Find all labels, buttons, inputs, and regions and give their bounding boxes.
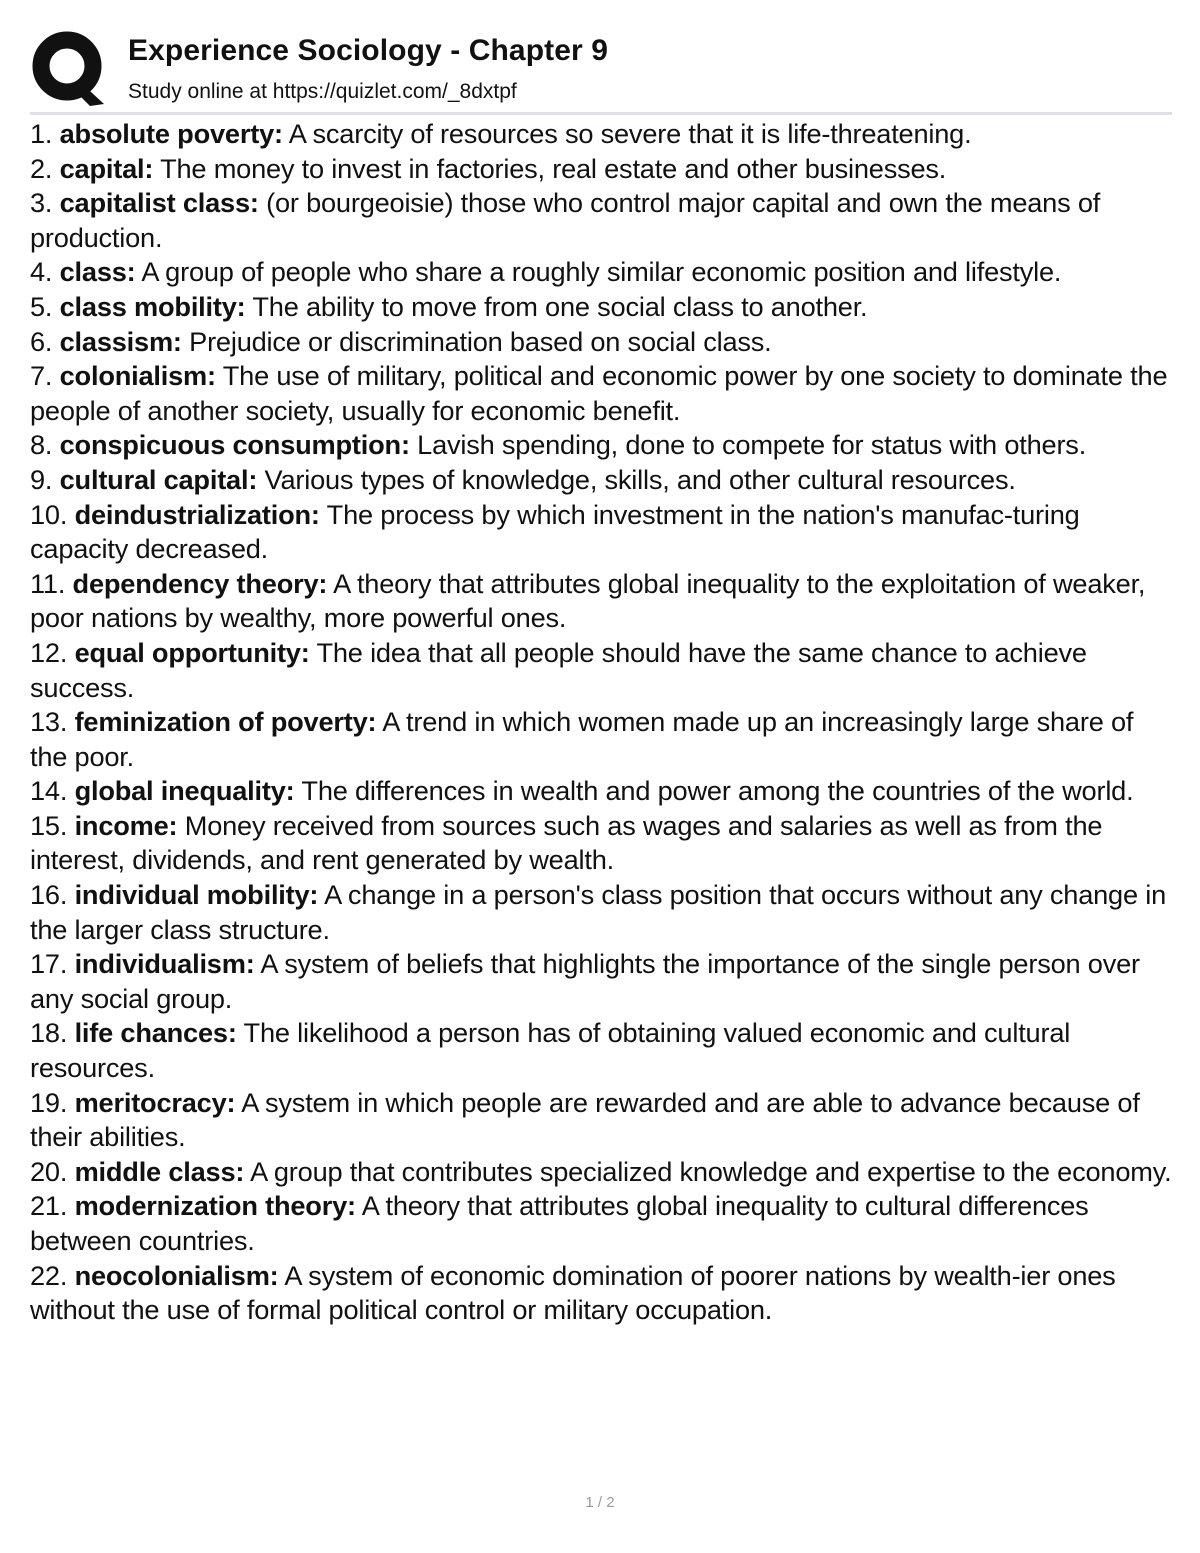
term-definition: A system in which people are rewarded and are able to advance because of their abilities.	[30, 1086, 1140, 1153]
term-label: deindustrialization:	[74, 498, 320, 530]
term-entry	[30, 1086, 1175, 1155]
term-entry	[30, 117, 1175, 152]
term-entry	[30, 1155, 1175, 1190]
term-entry	[30, 290, 1175, 325]
term-definition: Prejudice or discrimination based on social class.	[189, 325, 772, 357]
term-definition: A theory that attributes global inequality to the exploitation of weaker, poor nations by wealthy, more powerful ones.	[30, 567, 1146, 634]
term-number: 7.	[30, 360, 53, 392]
term-entry	[30, 325, 1175, 360]
term-entry	[30, 1189, 1175, 1258]
term-number: 13.	[30, 706, 68, 738]
term-number: 4.	[30, 256, 53, 288]
term-entry	[30, 774, 1175, 809]
term-definition: The money to invest in factories, real estate and other businesses.	[160, 152, 947, 184]
term-label: dependency theory:	[72, 567, 328, 599]
quizlet-q-logo-icon	[30, 28, 110, 108]
term-definition: A group that contributes specialized knowledge and expertise to the economy.	[250, 1155, 1172, 1187]
term-definition: A trend in which women made up an increasingly large share of the poor.	[30, 706, 1134, 772]
term-definition: A scarcity of resources so severe that it is life-threatening.	[288, 118, 972, 149]
term-entry	[30, 498, 1175, 567]
term-number: 17.	[30, 948, 68, 980]
page-header	[30, 28, 1172, 110]
term-label: life chances:	[74, 1017, 237, 1049]
term-entry	[30, 809, 1175, 878]
term-definition: The differences in wealth and power among the countries of the world.	[301, 775, 1134, 807]
term-number: 19.	[30, 1086, 68, 1118]
term-label: individual mobility:	[74, 879, 319, 911]
term-entry	[30, 359, 1175, 428]
term-number: 12.	[30, 636, 68, 668]
term-entry	[30, 567, 1175, 636]
term-definition: The process by which investment in the nation's manufac-turing capacity decreased.	[30, 498, 1080, 565]
term-number: 2.	[30, 152, 53, 184]
term-definition: The likelihood a person has of obtaining valued economic and cultural resources.	[30, 1017, 1071, 1084]
term-number: 16.	[30, 879, 68, 911]
term-number: 8.	[30, 429, 53, 461]
term-label: feminization of poverty:	[74, 706, 377, 738]
term-label: modernization theory:	[74, 1190, 356, 1222]
term-label: conspicuous consumption:	[59, 429, 410, 461]
term-definition: The use of military, political and economic power by one society to dominate the people of another society, usually for economic benefit.	[30, 360, 1168, 426]
term-label: global inequality:	[74, 775, 295, 807]
term-entry	[30, 636, 1175, 705]
term-entry	[30, 705, 1175, 774]
term-number: 1.	[30, 118, 53, 149]
term-number: 20.	[30, 1155, 68, 1187]
term-number: 5.	[30, 290, 53, 322]
term-label: capitalist class:	[59, 187, 259, 219]
term-label: cultural capital:	[59, 463, 258, 495]
term-definition: A system of beliefs that highlights the importance of the single person over any social group.	[30, 948, 1140, 1014]
term-entry	[30, 947, 1175, 1016]
term-number: 9.	[30, 463, 53, 495]
term-number: 15.	[30, 809, 68, 841]
term-number: 22.	[30, 1259, 68, 1291]
term-label: capital:	[59, 152, 154, 184]
term-definition: (or bourgeoisie) those who control major capital and own the means of production.	[30, 187, 1101, 253]
term-definition: A group of people who share a roughly similar economic position and lifestyle.	[141, 256, 1062, 288]
term-definition: Various types of knowledge, skills, and other cultural resources.	[264, 463, 1016, 495]
term-label: absolute poverty:	[59, 118, 283, 149]
term-entry	[30, 1016, 1175, 1085]
term-entry	[30, 463, 1175, 498]
term-label: income:	[74, 809, 178, 841]
term-label: class mobility:	[59, 290, 246, 322]
term-entry	[30, 428, 1175, 463]
term-number: 6.	[30, 325, 53, 357]
term-number: 21.	[30, 1190, 68, 1222]
term-label: colonialism:	[59, 360, 216, 392]
term-definition: The ability to move from one social class to another.	[252, 290, 868, 322]
term-definition: The idea that all people should have the same chance to achieve success.	[30, 636, 1087, 703]
term-entry	[30, 255, 1175, 290]
term-label: neocolonialism:	[74, 1259, 279, 1291]
term-definition: Lavish spending, done to compete for status with others.	[417, 429, 1087, 461]
page-title: Experience Sociology - Chapter 9	[128, 34, 609, 67]
term-label: equal opportunity:	[74, 636, 310, 668]
term-definition: A change in a person's class position that occurs without any change in the larger class structure.	[30, 879, 1167, 945]
study-online-link[interactable]: Study online at https://quizlet.com/_8dxtpf	[128, 80, 517, 103]
term-definition: A system of economic domination of poorer nations by wealth-ier ones without the use of formal political control or military occupation.	[30, 1259, 1116, 1326]
term-definition: Money received from sources such as wages and salaries as well as from the interest, dividends, and rent generated by wealth.	[30, 809, 1103, 876]
term-number: 3.	[30, 187, 53, 219]
term-label: middle class:	[74, 1155, 245, 1187]
term-definition: A theory that attributes global inequality to cultural differences between countries.	[30, 1190, 1089, 1256]
term-entry	[30, 1259, 1175, 1328]
term-list	[30, 117, 1175, 1328]
term-label: classism:	[59, 325, 182, 357]
term-entry	[30, 186, 1175, 255]
term-entry	[30, 878, 1175, 947]
term-label: class:	[59, 256, 136, 288]
page-indicator: 1 / 2	[585, 1494, 615, 1511]
header-divider	[30, 112, 1172, 115]
term-number: 18.	[30, 1017, 68, 1049]
term-number: 11.	[30, 567, 66, 599]
term-label: individualism:	[74, 948, 255, 980]
term-number: 10.	[30, 498, 68, 530]
term-number: 14.	[30, 775, 68, 807]
term-entry	[30, 152, 1175, 187]
term-label: meritocracy:	[74, 1086, 236, 1118]
